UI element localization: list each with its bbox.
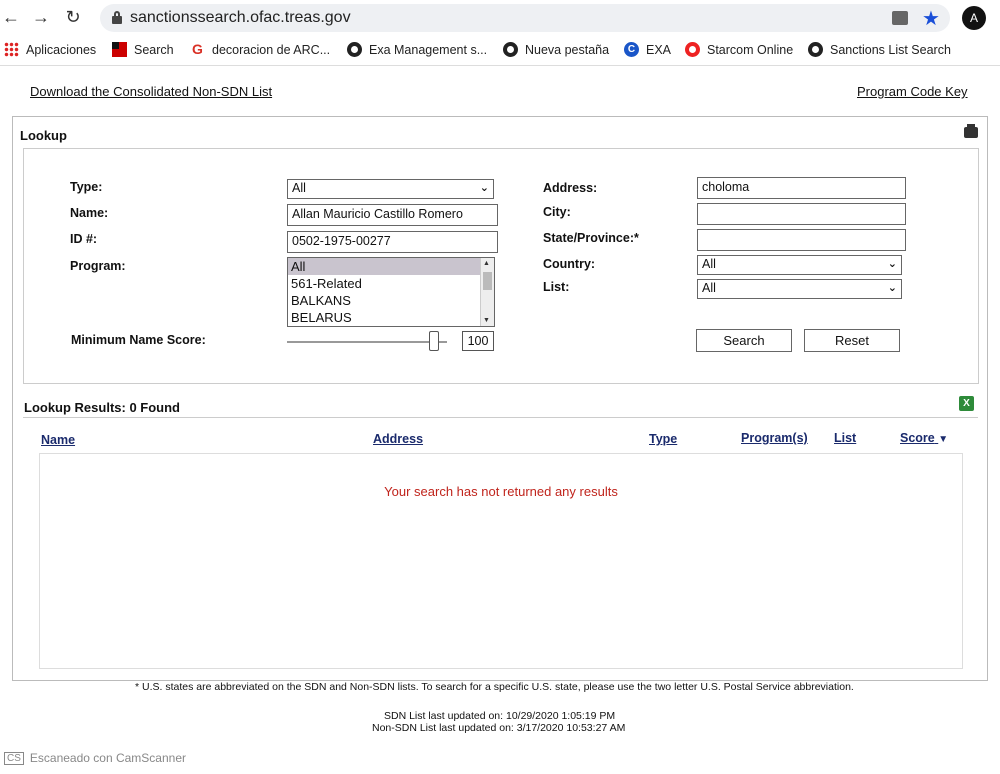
scroll-thumb[interactable] xyxy=(483,272,492,290)
col-programs[interactable]: Program(s) xyxy=(741,431,808,445)
globe-icon xyxy=(347,42,362,57)
col-score[interactable]: Score ▼ xyxy=(900,431,949,445)
sort-desc-icon: ▼ xyxy=(938,434,949,445)
col-list[interactable]: List xyxy=(834,431,857,445)
bookmark-starcom[interactable]: Starcom Online xyxy=(685,42,793,57)
address-label: Address: xyxy=(543,181,598,195)
country-select[interactable]: All ⌄ xyxy=(697,255,902,275)
bookmarks-bar xyxy=(0,36,1000,66)
results-title: Lookup Results: 0 Found xyxy=(24,400,180,415)
address-input[interactable]: choloma xyxy=(697,177,906,199)
browser-toolbar xyxy=(0,0,1000,36)
country-label: Country: xyxy=(543,257,596,271)
bookmark-star-icon[interactable]: ★ xyxy=(922,8,940,30)
chevron-down-icon: ⌄ xyxy=(479,182,489,194)
non-sdn-updated: Non-SDN List last updated on: 3/17/2020 10:53:27 AM xyxy=(372,722,626,734)
exa-icon: C xyxy=(624,42,639,57)
camscanner-watermark: CS Escaneado con CamScanner xyxy=(4,751,186,765)
id-label: ID #: xyxy=(70,232,98,246)
url-text: sanctionssearch.ofac.treas.gov xyxy=(130,9,351,26)
search-bookmark-icon xyxy=(112,42,127,57)
list-label: List: xyxy=(543,280,570,294)
back-icon[interactable]: ← xyxy=(2,7,20,27)
min-score-slider-thumb[interactable] xyxy=(429,331,439,351)
forward-icon[interactable]: → xyxy=(32,7,50,27)
lookup-title: Lookup xyxy=(20,128,67,143)
state-input[interactable] xyxy=(697,229,906,251)
bookmark-sanctions-list[interactable]: Sanctions List Search xyxy=(808,42,951,57)
name-input[interactable]: Allan Mauricio Castillo Romero xyxy=(287,204,498,226)
min-score-value[interactable]: 100 xyxy=(462,331,494,351)
lookup-form xyxy=(23,148,979,384)
type-label: Type: xyxy=(70,180,103,194)
reload-icon[interactable]: ↻ xyxy=(65,7,81,27)
apps-icon xyxy=(4,42,19,57)
excel-export-icon[interactable]: X xyxy=(959,396,974,411)
no-results-message: Your search has not returned any results xyxy=(384,484,618,499)
city-input[interactable] xyxy=(697,203,906,225)
col-name[interactable]: Name xyxy=(41,433,76,447)
globe-icon xyxy=(503,42,518,57)
min-score-label: Minimum Name Score: xyxy=(71,333,206,347)
name-label: Name: xyxy=(70,206,109,220)
program-label: Program: xyxy=(70,259,126,273)
program-code-key-link[interactable]: Program Code Key xyxy=(857,84,968,99)
lookup-panel xyxy=(12,116,988,681)
profile-avatar[interactable]: A xyxy=(962,6,986,30)
printer-icon[interactable] xyxy=(964,127,978,138)
state-label: State/Province:* xyxy=(543,231,639,245)
program-scrollbar[interactable] xyxy=(480,258,494,326)
program-option[interactable]: BALKANS xyxy=(291,293,351,308)
bookmark-aplicaciones[interactable]: Aplicaciones xyxy=(4,42,96,57)
sdn-updated: SDN List last updated on: 10/29/2020 1:05:19 PM xyxy=(384,710,616,722)
program-listbox[interactable] xyxy=(287,257,495,327)
bookmark-nueva-pestana[interactable]: Nueva pestaña xyxy=(503,42,609,57)
bookmark-search[interactable]: Search xyxy=(112,42,174,57)
program-option[interactable]: 561-Related xyxy=(291,276,362,291)
translate-icon[interactable] xyxy=(892,11,908,25)
lock-icon xyxy=(112,11,122,24)
min-score-slider[interactable] xyxy=(287,341,447,343)
camscanner-logo: CS xyxy=(4,752,24,765)
results-table xyxy=(39,453,963,669)
bookmark-exa[interactable]: C EXA xyxy=(624,42,671,57)
starcom-icon xyxy=(685,42,700,57)
chevron-down-icon: ⌄ xyxy=(887,282,897,294)
download-non-sdn-link[interactable]: Download the Consolidated Non-SDN List xyxy=(30,84,273,99)
list-select[interactable]: All ⌄ xyxy=(697,279,902,299)
bookmark-decoracion[interactable]: G decoracion de ARC... xyxy=(190,42,330,57)
program-option[interactable]: BELARUS xyxy=(291,310,352,325)
reset-button[interactable]: Reset xyxy=(804,329,900,352)
globe-icon xyxy=(808,42,823,57)
type-select[interactable]: All ⌄ xyxy=(287,179,494,199)
address-bar[interactable] xyxy=(100,4,950,32)
col-address[interactable]: Address xyxy=(373,432,424,446)
google-icon: G xyxy=(192,41,203,57)
program-option[interactable]: All xyxy=(288,258,494,275)
city-label: City: xyxy=(543,205,571,219)
id-input[interactable]: 0502-1975-00277 xyxy=(287,231,498,253)
scroll-up-icon[interactable]: ▲ xyxy=(483,260,490,267)
scroll-down-icon[interactable]: ▼ xyxy=(483,317,490,324)
divider xyxy=(23,417,978,418)
search-button[interactable]: Search xyxy=(696,329,792,352)
bookmark-exa-management[interactable]: Exa Management s... xyxy=(347,42,487,57)
col-type[interactable]: Type xyxy=(649,432,678,446)
state-footnote: * U.S. states are abbreviated on the SDN and Non-SDN lists. To search for a specific U.S. state, please use the two letter U.S. Postal Service abbreviation. xyxy=(135,681,854,693)
chevron-down-icon: ⌄ xyxy=(887,258,897,270)
